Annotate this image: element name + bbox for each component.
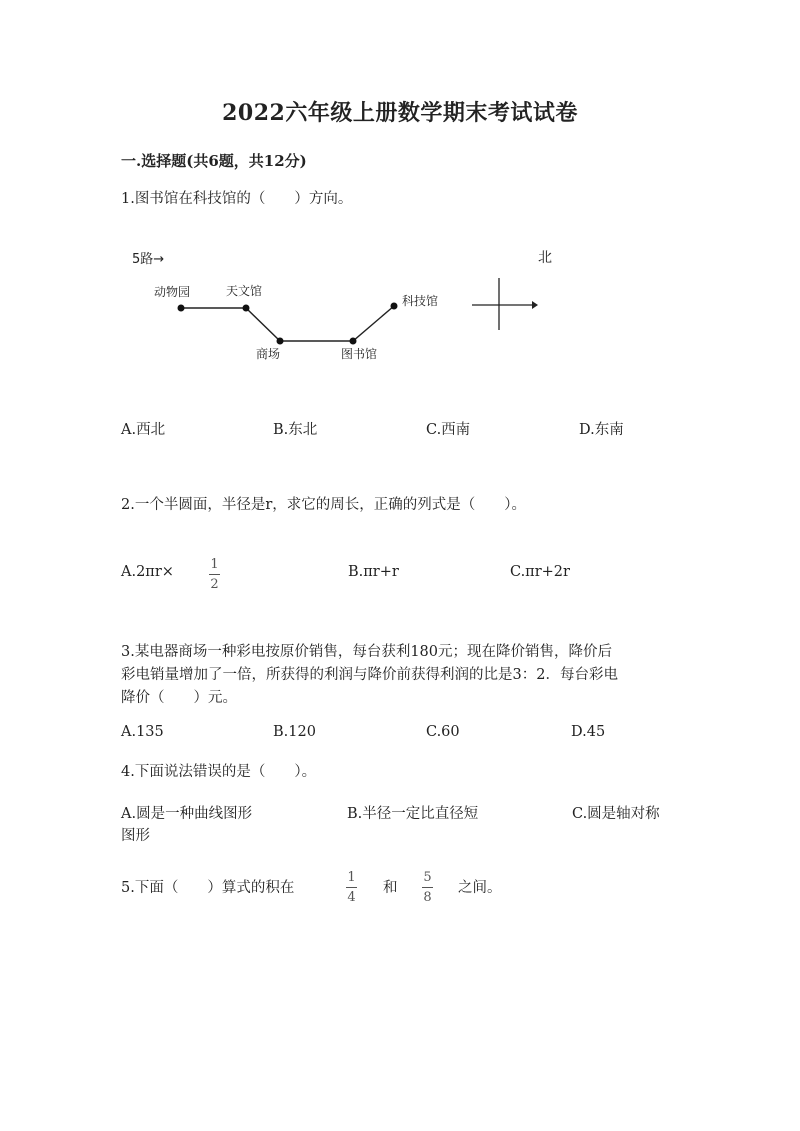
east-arrow-icon bbox=[532, 301, 538, 309]
question-2-option-b[interactable]: B.πr+r bbox=[348, 564, 399, 580]
question-1-option-d[interactable]: D.东南 bbox=[579, 422, 624, 438]
page-title: 2022六年级上册数学期末考试试卷 bbox=[222, 100, 578, 126]
question-2-option-a-fraction bbox=[209, 558, 220, 591]
fraction-numerator: 1 bbox=[210, 557, 219, 572]
stop-dot-mall bbox=[277, 338, 284, 345]
question-4-stem: 4.下面说法错误的是（ ）。 bbox=[121, 764, 317, 780]
stop-dot-planetarium bbox=[243, 305, 250, 312]
fraction-bar bbox=[346, 887, 357, 888]
question-4-option-c-continuation: 图形 bbox=[121, 828, 150, 844]
question-4-option-c[interactable]: C.圆是轴对称 bbox=[572, 806, 660, 822]
question-4-option-a[interactable]: A.圆是一种曲线图形 bbox=[121, 806, 253, 822]
question-5-stem-prefix: 5.下面（ ）算式的积在 bbox=[121, 880, 295, 896]
question-3-option-b[interactable]: B.120 bbox=[273, 724, 316, 740]
question-3-option-a[interactable]: A.135 bbox=[121, 724, 164, 740]
fraction-denominator: 8 bbox=[423, 890, 432, 905]
question-2-option-c[interactable]: C.πr+2r bbox=[510, 564, 570, 580]
route-line bbox=[181, 306, 394, 341]
fraction-bar bbox=[209, 574, 220, 575]
question-5-and: 和 bbox=[383, 880, 398, 896]
north-label: 北 bbox=[538, 250, 552, 266]
question-1-option-c[interactable]: C.西南 bbox=[426, 422, 471, 438]
stop-dot-science-museum bbox=[391, 303, 398, 310]
fraction-numerator: 5 bbox=[423, 870, 432, 885]
stop-label-science-museum: 科技馆 bbox=[402, 294, 439, 308]
stop-dot-library bbox=[350, 338, 357, 345]
question-2-stem: 2.一个半圆面，半径是r，求它的周长，正确的列式是（ ）。 bbox=[121, 497, 527, 513]
stop-label-library: 图书馆 bbox=[341, 347, 378, 361]
fraction-denominator: 2 bbox=[210, 577, 219, 592]
question-1-option-b[interactable]: B.东北 bbox=[273, 422, 318, 438]
fraction-numerator: 1 bbox=[347, 870, 356, 885]
question-3-stem-line-1: 3.某电器商场一种彩电按原价销售，每台获利180元；现在降价销售，降价后 bbox=[121, 644, 613, 660]
route-map-diagram bbox=[118, 238, 558, 368]
question-3-stem-line-2: 彩电销量增加了一倍，所获得的利润与降价前获得利润的比是3：2．每台彩电 bbox=[121, 667, 618, 683]
stop-label-mall: 商场 bbox=[256, 347, 281, 361]
route-label: 5路→ bbox=[132, 252, 165, 267]
question-5-fraction-1 bbox=[346, 871, 357, 904]
question-1-stem: 1.图书馆在科技馆的（ ）方向。 bbox=[121, 191, 353, 207]
stop-dot-zoo bbox=[178, 305, 185, 312]
question-1-option-a[interactable]: A.西北 bbox=[121, 422, 166, 438]
question-3-stem-line-3: 降价（ ）元。 bbox=[121, 690, 237, 706]
question-4-option-b[interactable]: B.半径一定比直径短 bbox=[347, 806, 479, 822]
stop-label-planetarium: 天文馆 bbox=[226, 284, 263, 298]
stop-label-zoo: 动物园 bbox=[154, 285, 191, 299]
question-2-option-a[interactable]: A.2πr× bbox=[121, 564, 174, 580]
question-3-option-d[interactable]: D.45 bbox=[571, 724, 606, 740]
question-5-stem-suffix: 之间。 bbox=[458, 880, 502, 896]
section-heading: 一.选择题(共6题，共12分) bbox=[121, 152, 307, 170]
question-3-option-c[interactable]: C.60 bbox=[426, 724, 460, 740]
fraction-denominator: 4 bbox=[347, 890, 356, 905]
fraction-bar bbox=[422, 887, 433, 888]
question-5-fraction-2 bbox=[422, 871, 433, 904]
